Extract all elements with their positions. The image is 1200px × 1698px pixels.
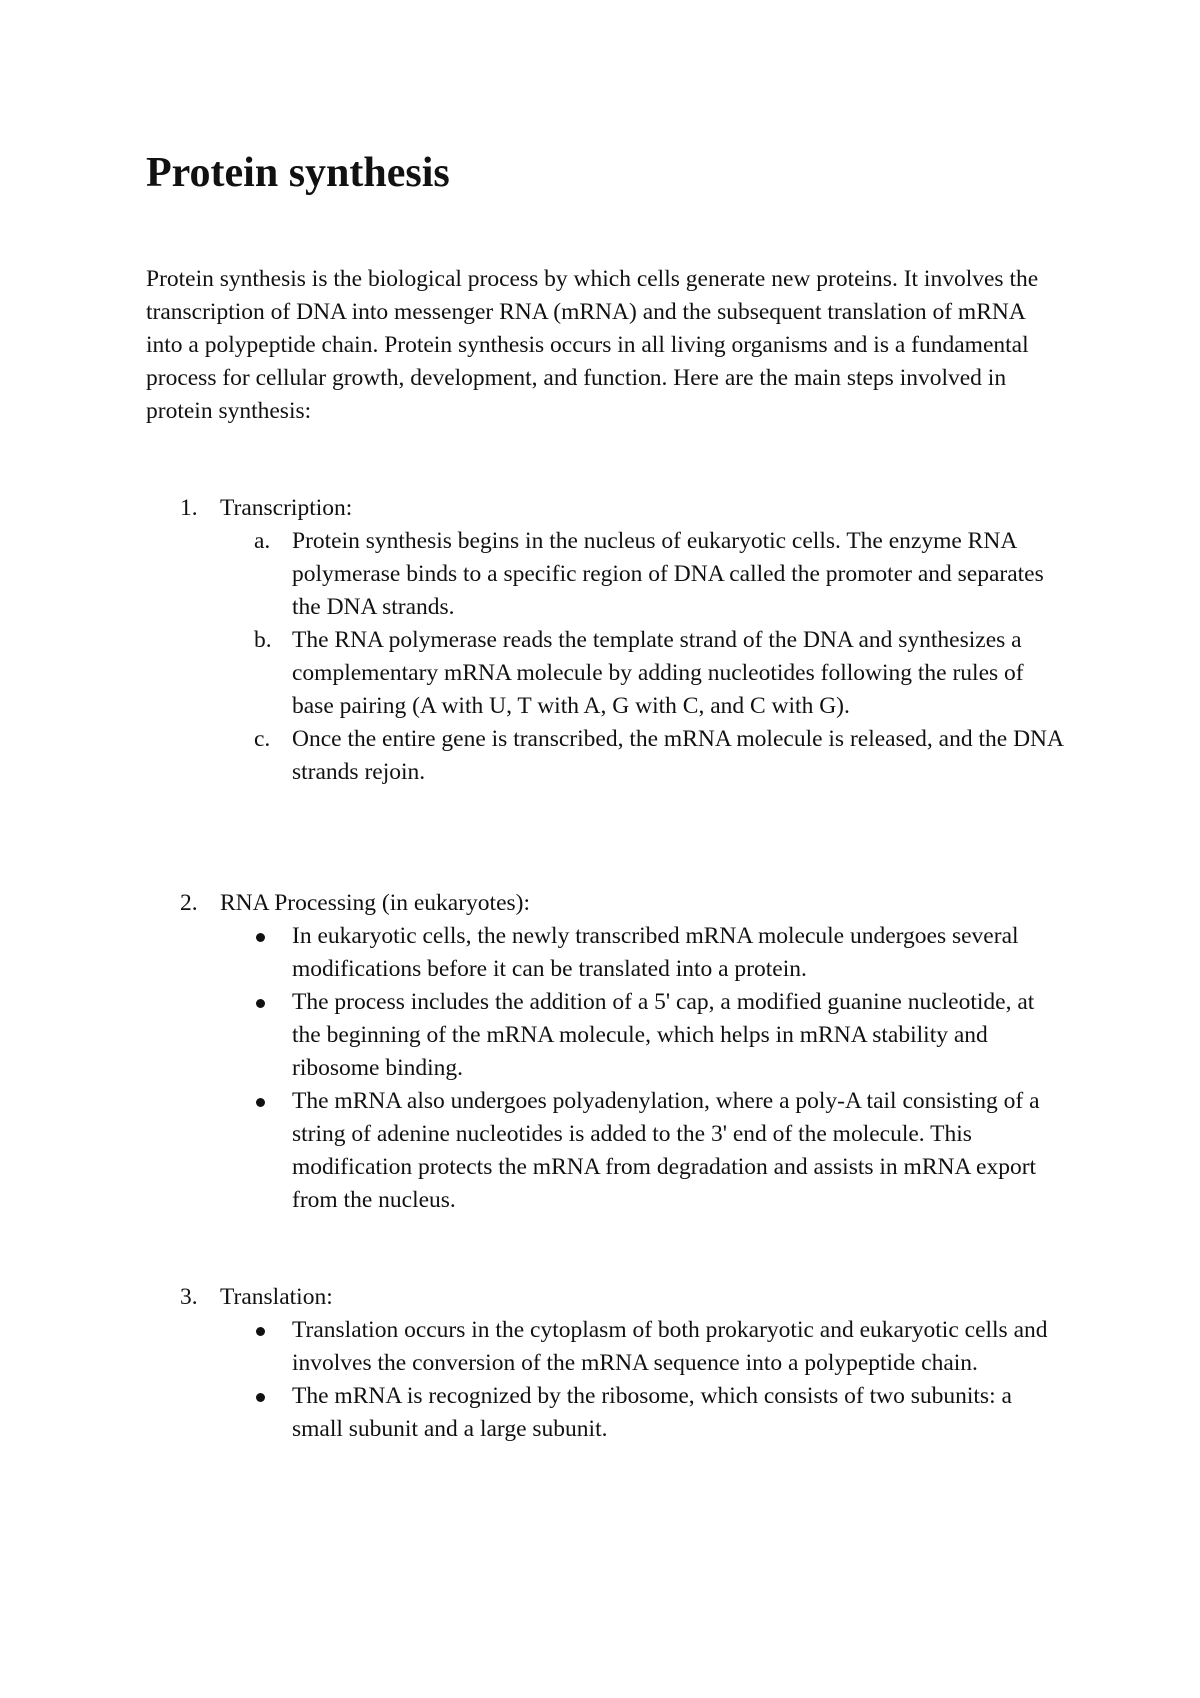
page-title: Protein synthesis — [146, 150, 450, 196]
list-item — [146, 1314, 1066, 1380]
list-item — [146, 525, 1066, 624]
bullet-list — [146, 920, 1066, 1217]
list-item — [146, 1380, 1066, 1446]
section-number: 2. — [180, 890, 198, 916]
section-translation — [146, 1281, 1066, 1446]
bullet-icon — [256, 933, 265, 942]
list-item-text: Protein synthesis begins in the nucleus of eukaryotic cells. The enzyme RNA polymerase binds to a specific region of DNA called the promoter and separates the DNA strands. — [292, 528, 1044, 620]
list-marker: c. — [254, 726, 271, 752]
bullet-icon — [256, 1393, 265, 1402]
section-heading — [146, 1281, 1066, 1314]
section-heading-text: Transcription: — [220, 495, 353, 521]
list-item-text: The mRNA is recognized by the ribosome, which consists of two subunits: a small subunit and a large subunit. — [292, 1383, 1012, 1442]
section-number: 1. — [180, 495, 198, 521]
list-item — [146, 723, 1066, 789]
list-item-text: In eukaryotic cells, the newly transcribed mRNA molecule undergoes several modifications before it can be translated into a protein. — [292, 923, 1019, 982]
list-item — [146, 920, 1066, 986]
section-rna-processing — [146, 887, 1066, 1217]
intro-paragraph: Protein synthesis is the biological process by which cells generate new proteins. It involves the transcription of DNA into messenger RNA (mRNA) and the subsequent translation of mRNA into a polypeptide chain. Protein synthesis occurs in all living organisms and is a fundamental process for cellular growth, development, and function. Here are the main steps involved in protein synthesis: — [146, 266, 1039, 424]
list-item-text: The mRNA also undergoes polyadenylation, where a poly-A tail consisting of a string of adenine nucleotides is added to the 3' end of the molecule. This modification protects the mRNA from degradation and assists in mRNA export from the nucleus. — [292, 1088, 1040, 1213]
list-item — [146, 624, 1066, 723]
section-transcription — [146, 492, 1066, 789]
list-item — [146, 986, 1066, 1085]
lettered-list — [146, 525, 1066, 789]
section-heading-text: Translation: — [220, 1284, 333, 1310]
section-number: 3. — [180, 1284, 198, 1310]
bullet-icon — [256, 1327, 265, 1336]
bullet-icon — [256, 1098, 265, 1107]
section-heading — [146, 492, 1066, 525]
bullet-list — [146, 1314, 1066, 1446]
list-item-text: Translation occurs in the cytoplasm of both prokaryotic and eukaryotic cells and involves the conversion of the mRNA sequence into a polypeptide chain. — [292, 1317, 1048, 1376]
list-item — [146, 1085, 1066, 1217]
section-heading-text: RNA Processing (in eukaryotes): — [220, 890, 531, 916]
section-heading — [146, 887, 1066, 920]
list-item-text: The RNA polymerase reads the template strand of the DNA and synthesizes a complementary mRNA molecule by adding nucleotides following the rules of base pairing (A with U, T with A, G with C, and C with G). — [292, 627, 1024, 719]
list-item-text: Once the entire gene is transcribed, the mRNA molecule is released, and the DNA strands rejoin. — [292, 726, 1063, 785]
list-marker: a. — [254, 528, 271, 554]
bullet-icon — [256, 999, 265, 1008]
list-marker: b. — [254, 627, 272, 653]
list-item-text: The process includes the addition of a 5' cap, a modified guanine nucleotide, at the beginning of the mRNA molecule, which helps in mRNA stability and ribosome binding. — [292, 989, 1035, 1081]
